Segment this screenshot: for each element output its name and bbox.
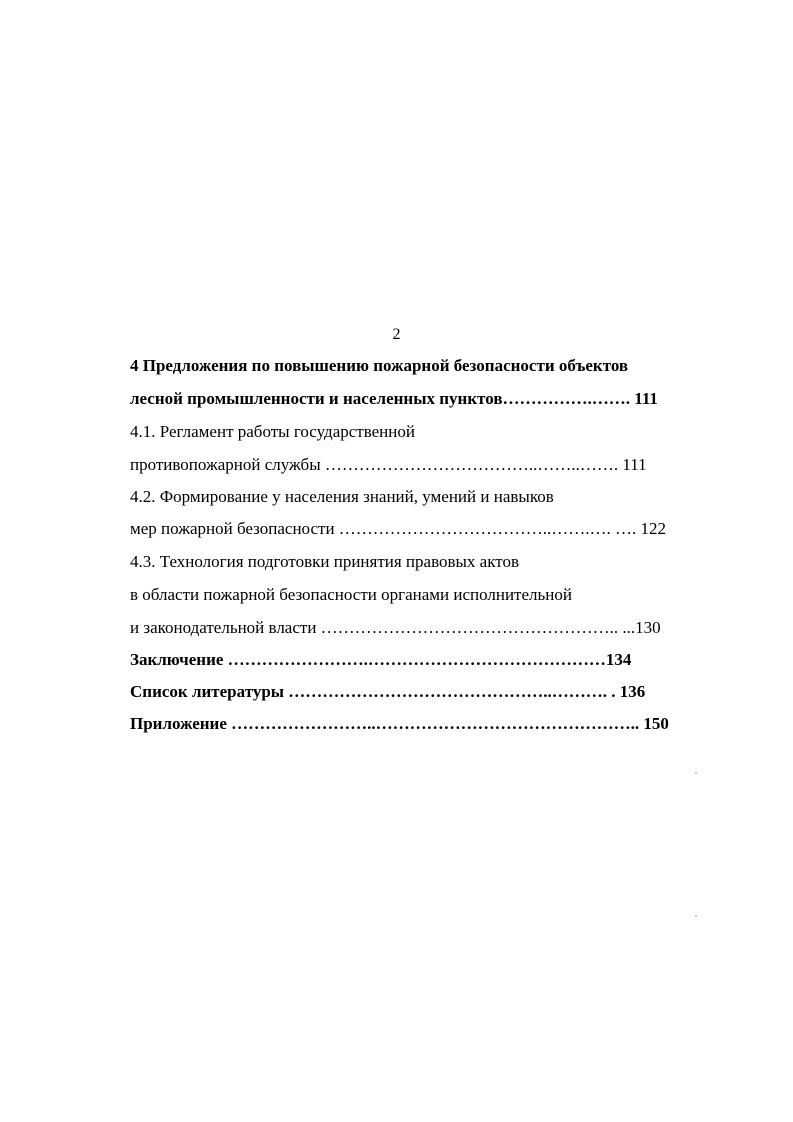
toc-item-4-3-line-1: 4.3. Технология подготовки принятия правовых актов: [130, 552, 519, 571]
toc-item-appendix: [130, 713, 669, 735]
toc-item-4-2-line-1: 4.2. Формирование у населения знаний, умений и навыков: [130, 487, 554, 506]
scan-artifact: [695, 915, 697, 917]
page-number: 2: [392, 326, 401, 343]
toc-item-conclusion-text: Заключение …………………….……………………………………134: [130, 650, 632, 669]
toc-item-4-2-line-2: мер пожарной безопасности ………………………………..…….…. …. 122: [130, 519, 667, 538]
toc-item-4-title-line-1: 4 Предложения по повышению пожарной безопасности объектов: [130, 356, 629, 375]
toc-item-4-1-line-2: противопожарной службы ………………………………..……..……. 111: [130, 455, 647, 474]
scan-artifact: [695, 772, 697, 774]
toc-item-4-1-line-1: 4.1. Регламент работы государственной: [130, 422, 415, 441]
toc-item-4-3-line-3: и законодательной власти …………………………………………….. ...130: [130, 618, 661, 637]
toc-item-4-title-line-2: лесной промышленности и населенных пунктов…………….……. 111: [130, 389, 658, 408]
toc-item-conclusion: [130, 649, 631, 671]
toc-item-bibliography: [130, 681, 645, 703]
toc-item-bibliography-text: Список литературы ………………………………………..………. . 136: [130, 682, 646, 701]
toc-item-4-3-line-2: в области пожарной безопасности органами исполнительной: [130, 585, 572, 604]
toc-item-appendix-text: Приложение ……………………..……………………………………….. 150: [130, 714, 669, 733]
